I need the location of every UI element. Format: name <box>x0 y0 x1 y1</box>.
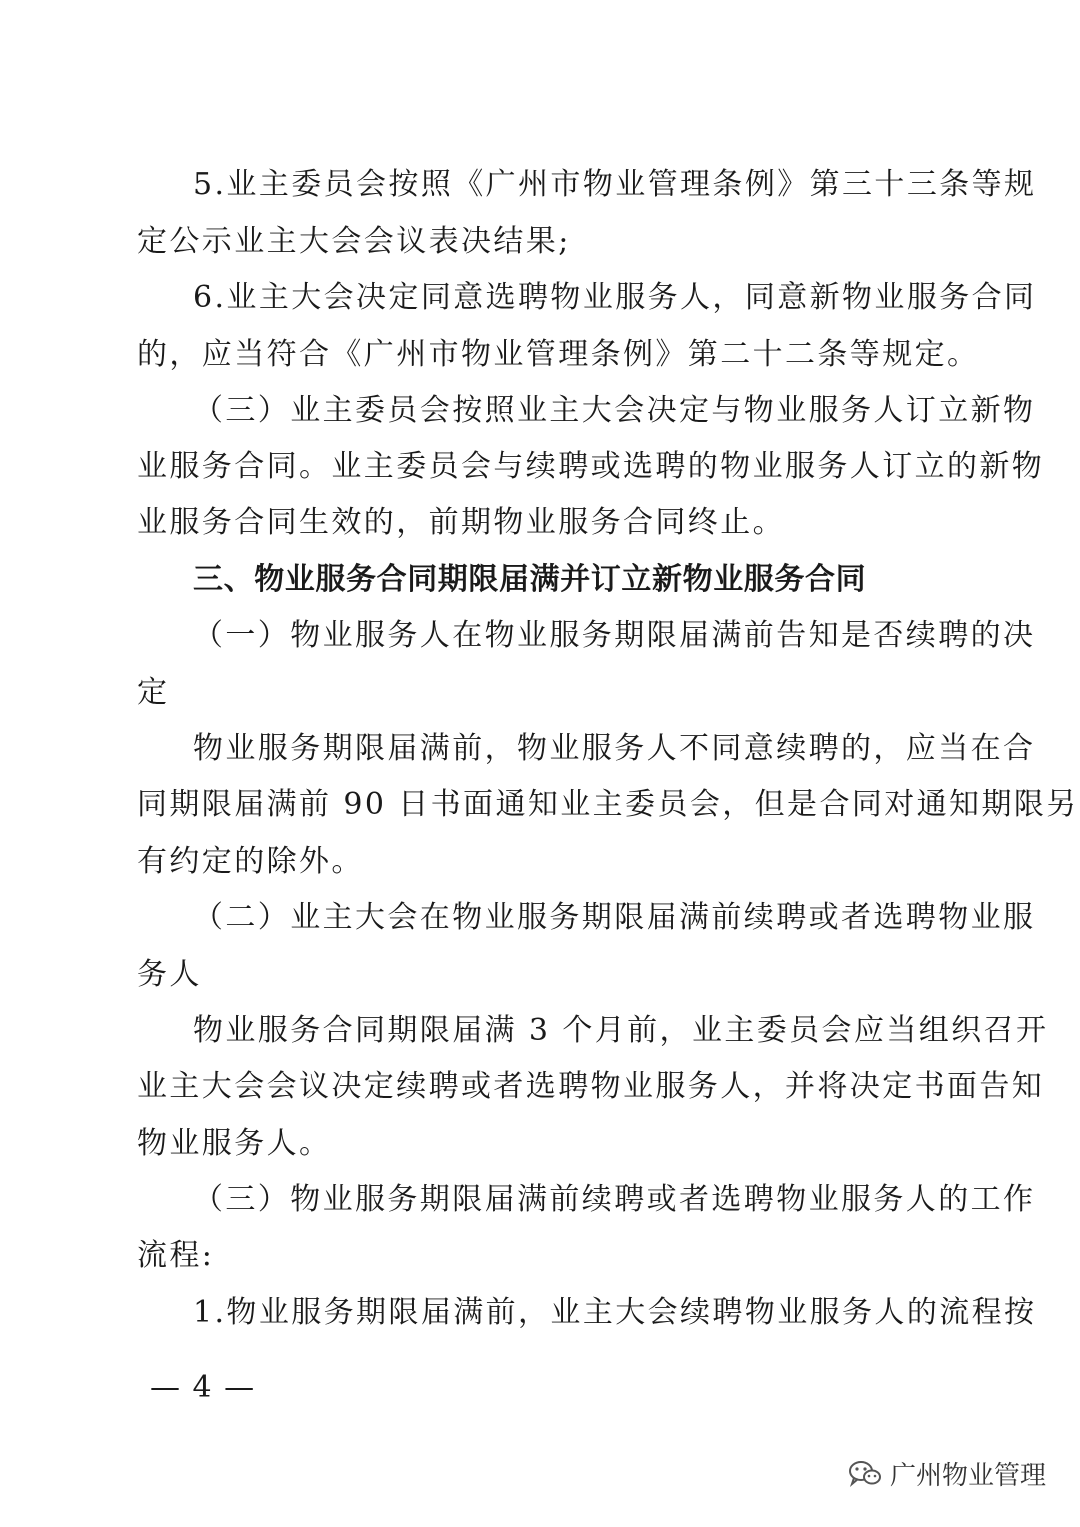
paragraph-line: （二）业主大会在物业服务期限届满前续聘或者选聘物业服 <box>193 900 1036 935</box>
paragraph-line: 物业服务人。 <box>137 1126 332 1161</box>
paragraph-line: 的，应当符合《广州市物业管理条例》第二十二条等规定。 <box>137 337 980 372</box>
watermark-text: 广州物业管理 <box>889 1461 1046 1491</box>
paragraph-line: 物业服务期限届满前，物业服务人不同意续聘的，应当在合 <box>193 731 1036 766</box>
paragraph-line: 有约定的除外。 <box>137 844 364 879</box>
paragraph-line: （三）业主委员会按照业主大会决定与物业服务人订立新物 <box>193 393 1036 428</box>
section-heading: 三、物业服务合同期限届满并订立新物业服务合同 <box>193 562 867 597</box>
paragraph-line: 同期限届满前 90 日书面通知业主委员会，但是合同对通知期限另 <box>137 787 1079 822</box>
wechat-icon <box>848 1459 882 1489</box>
paragraph-line: 1.物业服务期限届满前，业主大会续聘物业服务人的流程按 <box>193 1295 1037 1330</box>
paragraph-line: 6.业主大会决定同意选聘物业服务人，同意新物业服务合同 <box>193 280 1037 315</box>
paragraph-line: 务人 <box>137 957 202 992</box>
paragraph-line: 5.业主委员会按照《广州市物业管理条例》第三十三条等规 <box>193 167 1037 202</box>
paragraph-line: 流程: <box>137 1238 215 1273</box>
paragraph-line: （三）物业服务期限届满前续聘或者选聘物业服务人的工作 <box>193 1182 1036 1217</box>
source-watermark <box>848 1455 1046 1492</box>
paragraph-line: 物业服务合同期限届满 3 个月前，业主委员会应当组织召开 <box>193 1013 1049 1048</box>
paragraph-line: 业主大会会议决定续聘或者选聘物业服务人，并将决定书面告知 <box>137 1069 1045 1104</box>
page-number: — 4 — <box>150 1370 256 1405</box>
paragraph-line: 定公示业主大会会议表决结果; <box>137 224 571 259</box>
paragraph-line: 业服务合同生效的，前期物业服务合同终止。 <box>137 505 785 540</box>
paragraph-line: 定 <box>137 675 170 710</box>
paragraph-line: 业服务合同。业主委员会与续聘或选聘的物业服务人订立的新物 <box>137 449 1045 484</box>
paragraph-line: （一）物业服务人在物业服务期限届满前告知是否续聘的决 <box>193 618 1036 653</box>
